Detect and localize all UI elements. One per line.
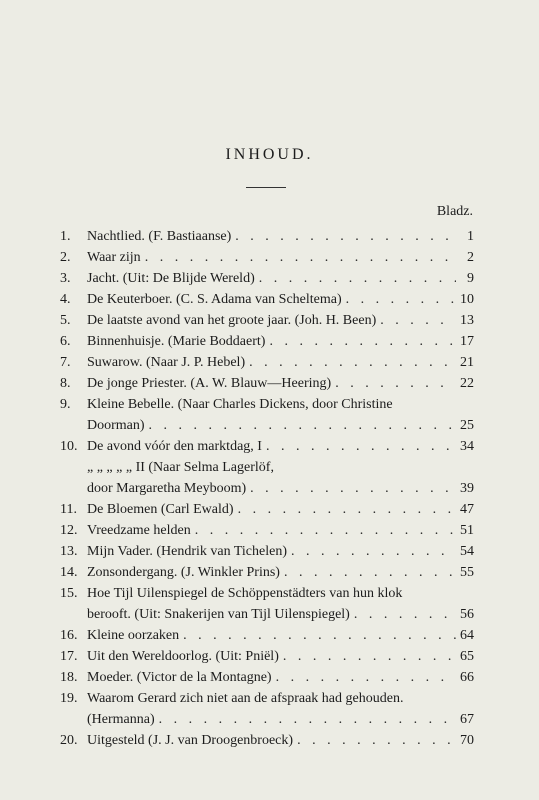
- page-number: 51: [460, 523, 474, 538]
- entry-number: 14.: [60, 565, 78, 580]
- entry-number: 1.: [60, 229, 71, 244]
- page-number: 17: [460, 334, 474, 349]
- toc-entry: [60, 583, 474, 625]
- toc-line: [60, 436, 474, 457]
- entry-number: 13.: [60, 544, 78, 559]
- title-divider: [246, 187, 286, 188]
- entry-title: Uit den Wereldoorlog. (Uit: Pniël): [87, 649, 279, 664]
- entry-number: 6.: [60, 334, 71, 349]
- entry-title: berooft. (Uit: Snakerijen van Tijl Uilenspiegel): [87, 607, 350, 622]
- entry-number: 11.: [60, 502, 77, 517]
- page-number: 47: [460, 502, 474, 517]
- page-number: 54: [460, 544, 474, 559]
- toc-entry: [60, 247, 474, 268]
- toc-line: [60, 394, 474, 415]
- toc-line: [60, 499, 474, 520]
- dot-leader: [183, 625, 456, 646]
- entry-title: door Margaretha Meyboom): [87, 481, 247, 496]
- page-number: 64: [460, 628, 474, 643]
- toc-entry: [60, 373, 474, 394]
- entry-number: 19.: [60, 691, 78, 706]
- page-number: 67: [460, 712, 474, 727]
- toc-line: [60, 457, 474, 478]
- entry-title: Kleine Bebelle. (Naar Charles Dickens, door Christine: [87, 397, 393, 412]
- page-number: 70: [460, 733, 474, 748]
- entry-number: 4.: [60, 292, 71, 307]
- toc-entry: [60, 352, 474, 373]
- page-number: 56: [460, 607, 474, 622]
- entry-title: Jacht. (Uit: De Blijde Wereld): [87, 271, 255, 286]
- toc-entry: [60, 667, 474, 688]
- toc-line: [60, 310, 474, 331]
- toc-line: [60, 352, 474, 373]
- page-number: 22: [460, 376, 474, 391]
- toc-line: [60, 646, 474, 667]
- toc-entry: [60, 646, 474, 667]
- toc-entry: [60, 310, 474, 331]
- dot-leader: [235, 226, 456, 247]
- page-number: 34: [460, 439, 474, 454]
- entry-title: Waarom Gerard zich niet aan de afspraak had gehouden.: [87, 691, 404, 706]
- entry-number: 16.: [60, 628, 78, 643]
- entry-number: 12.: [60, 523, 78, 538]
- toc-line: [60, 583, 474, 604]
- dot-leader: [145, 247, 456, 268]
- entry-number: 9.: [60, 397, 71, 412]
- toc-entry: [60, 541, 474, 562]
- toc-entry: [60, 730, 474, 751]
- entry-title: Doorman): [87, 418, 145, 433]
- dot-leader: [250, 478, 456, 499]
- table-of-contents: [60, 226, 474, 751]
- toc-entry: [60, 436, 474, 499]
- toc-line: [60, 415, 474, 436]
- dot-leader: [269, 331, 456, 352]
- toc-entry: [60, 562, 474, 583]
- entry-title: De Bloemen (Carl Ewald): [87, 502, 234, 517]
- toc-entry: [60, 688, 474, 730]
- page-number: 39: [460, 481, 474, 496]
- entry-number: 3.: [60, 271, 71, 286]
- toc-line: [60, 268, 474, 289]
- entry-title: Vreedzame helden: [87, 523, 191, 538]
- page-number: 10: [460, 292, 474, 307]
- dot-leader: [284, 562, 456, 583]
- dot-leader: [238, 499, 456, 520]
- entry-number: 7.: [60, 355, 71, 370]
- entry-title: Nachtlied. (F. Bastiaanse): [87, 229, 232, 244]
- entry-number: 5.: [60, 313, 71, 328]
- dot-leader: [335, 373, 456, 394]
- entry-number: 18.: [60, 670, 78, 685]
- toc-line: [60, 541, 474, 562]
- toc-line: [60, 247, 474, 268]
- dot-leader: [195, 520, 456, 541]
- page-number: 9: [467, 271, 474, 286]
- entry-title: Suwarow. (Naar J. P. Hebel): [87, 355, 246, 370]
- toc-entry: [60, 289, 474, 310]
- page-number: 25: [460, 418, 474, 433]
- page-column-header: Bladz.: [436, 204, 473, 219]
- entry-title: De laatste avond van het groote jaar. (Joh. H. Been): [87, 313, 377, 328]
- toc-line: [60, 331, 474, 352]
- entry-title: Mijn Vader. (Hendrik van Tichelen): [87, 544, 287, 559]
- dot-leader: [346, 289, 456, 310]
- entry-title: Zonsondergang. (J. Winkler Prins): [87, 565, 280, 580]
- page-number: 21: [460, 355, 474, 370]
- page-number: 65: [460, 649, 474, 664]
- page-number: 2: [467, 250, 474, 265]
- dot-leader: [354, 604, 456, 625]
- entry-number: 15.: [60, 586, 78, 601]
- entry-title: Hoe Tijl Uilenspiegel de Schöppenstädters van hun klok: [87, 586, 403, 601]
- entry-title: Moeder. (Victor de la Montagne): [87, 670, 272, 685]
- toc-entry: [60, 331, 474, 352]
- entry-title: Kleine oorzaken: [87, 628, 180, 643]
- entry-number: 20.: [60, 733, 78, 748]
- toc-line: [60, 478, 474, 499]
- entry-title: De jonge Priester. (A. W. Blauw—Heering): [87, 376, 332, 391]
- dot-leader: [259, 268, 456, 289]
- dot-leader: [266, 436, 456, 457]
- dot-leader: [297, 730, 456, 751]
- toc-entry: [60, 394, 474, 436]
- page-number: 13: [460, 313, 474, 328]
- toc-line: [60, 688, 474, 709]
- entry-number: 2.: [60, 250, 71, 265]
- dot-leader: [380, 310, 456, 331]
- page-title: INHOUD.: [225, 146, 314, 163]
- entry-title: Binnenhuisje. (Marie Boddaert): [87, 334, 266, 349]
- dot-leader: [249, 352, 456, 373]
- page-number: 55: [460, 565, 474, 580]
- entry-number: 17.: [60, 649, 78, 664]
- entry-title: De avond vóór den marktdag, I: [87, 439, 262, 454]
- entry-title: (Hermanna): [87, 712, 155, 727]
- entry-title: De Keuterboer. (C. S. Adama van Scheltema): [87, 292, 342, 307]
- page-number: 66: [460, 670, 474, 685]
- entry-title: Uitgesteld (J. J. van Droogenbroeck): [87, 733, 294, 748]
- toc-line: [60, 289, 474, 310]
- toc-entry: [60, 268, 474, 289]
- toc-line: [60, 373, 474, 394]
- dot-leader: [291, 541, 456, 562]
- dot-leader: [283, 646, 456, 667]
- dot-leader: [149, 415, 456, 436]
- dot-leader: [276, 667, 456, 688]
- toc-line: [60, 520, 474, 541]
- toc-line: [60, 625, 474, 646]
- entry-title: „ „ „ „ „ II (Naar Selma Lagerlöf,: [87, 460, 274, 475]
- dot-leader: [159, 709, 456, 730]
- entry-number: 8.: [60, 376, 71, 391]
- entry-title: Waar zijn: [87, 250, 141, 265]
- toc-entry: [60, 625, 474, 646]
- toc-line: [60, 562, 474, 583]
- page-number: 1: [467, 229, 474, 244]
- toc-line: [60, 226, 474, 247]
- toc-entry: [60, 499, 474, 520]
- toc-entry: [60, 226, 474, 247]
- toc-entry: [60, 520, 474, 541]
- toc-line: [60, 709, 474, 730]
- toc-line: [60, 667, 474, 688]
- toc-line: [60, 604, 474, 625]
- toc-line: [60, 730, 474, 751]
- entry-number: 10.: [60, 439, 78, 454]
